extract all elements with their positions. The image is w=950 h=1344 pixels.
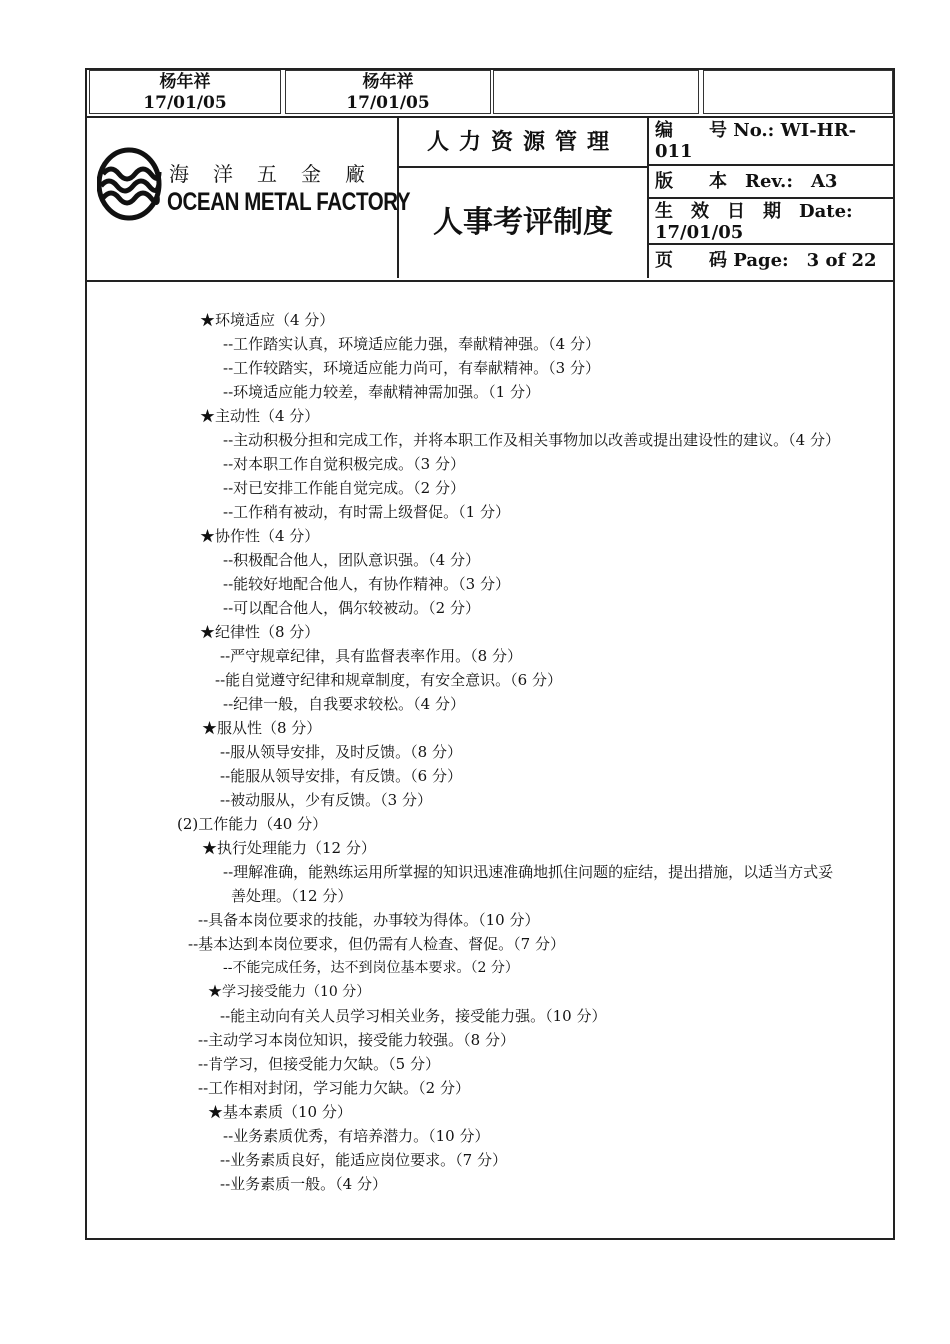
signature-date: 17/01/05 — [346, 93, 430, 113]
company-name-en: OCEAN METAL FACTORY — [167, 188, 411, 216]
criterion-line: --工作相对封闭，学习能力欠缺。（2 分） — [198, 1079, 470, 1097]
criterion-line: --服从领导安排，及时反馈。（8 分） — [220, 743, 462, 761]
criterion-line: --主动学习本岗位知识，接受能力较强。（8 分） — [198, 1031, 515, 1049]
section-heading: ★纪律性（8 分） — [200, 623, 320, 641]
section-heading: ★协作性（4 分） — [200, 527, 320, 545]
signature-cell-2 — [285, 70, 491, 114]
criterion-line: --对已安排工作能自觉完成。（2 分） — [223, 479, 465, 497]
criterion-line: --业务素质一般。（4 分） — [220, 1175, 387, 1193]
signature-name: 杨年祥 — [159, 72, 211, 92]
section-heading: ★学习接受能力（10 分） — [208, 984, 371, 1000]
criterion-line: --工作稍有被动，有时需上级督促。（1 分） — [223, 503, 510, 521]
criterion-line: --理解准确，能熟练运用所掌握的知识迅速准确地抓住问题的症结，提出措施，以适当方式妥 — [223, 863, 834, 881]
signature-date: 17/01/05 — [143, 93, 227, 113]
criterion-line: --环境适应能力较差，奉献精神需加强。（1 分） — [223, 383, 540, 401]
section-heading: ★环境适应（4 分） — [200, 311, 335, 329]
meta-column — [649, 118, 893, 278]
criterion-line: --基本达到本岗位要求，但仍需有人检查、督促。（7 分） — [188, 935, 565, 953]
category-heading: (2)工作能力（40 分） — [177, 815, 328, 833]
section-heading: ★服从性（8 分） — [202, 719, 322, 737]
ocean-waves-logo-icon — [97, 146, 167, 226]
doc-effective-date: 生 效 日 期 Date: 17/01/05 — [649, 199, 893, 245]
doc-number: 编 号 No.: WI-HR-011 — [649, 118, 893, 166]
company-name-cn: 海洋五金廠 — [169, 162, 389, 186]
title-column — [399, 118, 649, 278]
section-heading: ★主动性（4 分） — [200, 407, 320, 425]
signature-cell-3 — [493, 70, 699, 114]
section-heading: ★基本素质（10 分） — [208, 1103, 352, 1121]
criterion-line: --纪律一般，自我要求较松。（4 分） — [223, 695, 465, 713]
signature-row — [87, 70, 893, 116]
doc-page: 页 码 Page: 3 of 22 — [655, 250, 877, 271]
doc-revision: 版 本 Rev.: A3 — [649, 166, 893, 199]
criterion-line: --具备本岗位要求的技能，办事较为得体。（10 分） — [198, 911, 540, 929]
divider — [87, 280, 893, 282]
company-logo-cell — [87, 118, 411, 278]
criterion-line: --对本职工作自觉积极完成。（3 分） — [223, 455, 465, 473]
criterion-line: --积极配合他人，团队意识强。（4 分） — [223, 551, 480, 569]
section-heading: ★执行处理能力（12 分） — [202, 839, 376, 857]
document-frame — [85, 68, 895, 1240]
document-title: 人事考评制度 — [433, 205, 613, 240]
signature-name: 杨年祥 — [362, 72, 414, 92]
criterion-line: --能服从领导安排，有反馈。（6 分） — [220, 767, 462, 785]
criterion-line: --业务素质优秀，有培养潜力。（10 分） — [223, 1127, 490, 1145]
criterion-line: 善处理。（12 分） — [231, 887, 353, 905]
criterion-line: --业务素质良好，能适应岗位要求。（7 分） — [220, 1151, 507, 1169]
signature-cell-1 — [89, 70, 281, 114]
criterion-line: --肯学习，但接受能力欠缺。（5 分） — [198, 1055, 440, 1073]
criterion-line: --严守规章纪律，具有监督表率作用。（8 分） — [220, 647, 522, 665]
criterion-line: --不能完成任务，达不到岗位基本要求。（2 分） — [223, 960, 519, 976]
criterion-line: --工作踏实认真，环境适应能力强，奉献精神强。（4 分） — [223, 335, 600, 353]
criterion-line: --能主动向有关人员学习相关业务，接受能力强。（10 分） — [220, 1007, 607, 1025]
signature-cell-4 — [703, 70, 893, 114]
department-title: 人力资源管理 — [399, 118, 647, 168]
criterion-line: --工作较踏实，环境适应能力尚可，有奉献精神。（3 分） — [223, 359, 600, 377]
criterion-line: --可以配合他人，偶尔较被动。（2 分） — [223, 599, 480, 617]
criterion-line: --主动积极分担和完成工作，并将本职工作及相关事物加以改善或提出建设性的建议。（4 分） — [223, 431, 840, 449]
document-header — [87, 118, 893, 280]
criterion-line: --能较好地配合他人，有协作精神。（3 分） — [223, 575, 510, 593]
criterion-line: --能自觉遵守纪律和规章制度，有安全意识。（6 分） — [215, 671, 562, 689]
criterion-line: --被动服从，少有反馈。（3 分） — [220, 791, 432, 809]
